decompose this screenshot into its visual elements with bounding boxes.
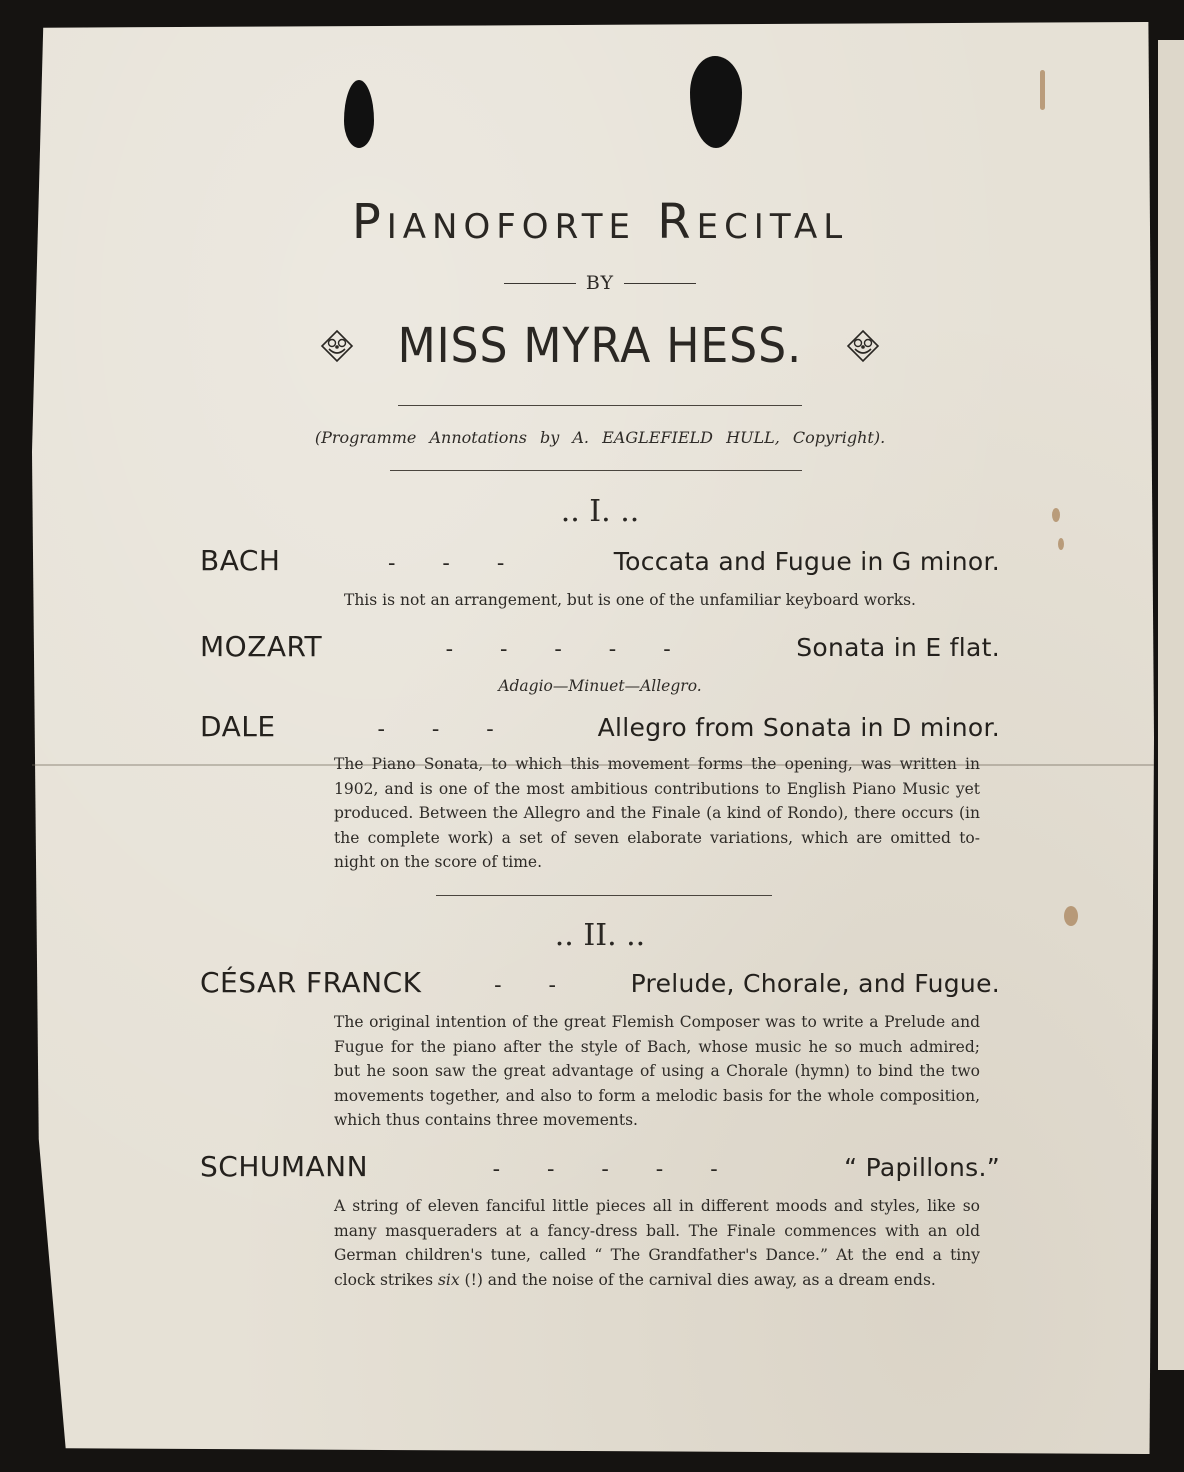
composer-name: BACH	[200, 544, 281, 577]
divider	[398, 405, 802, 406]
leader-dashes: - - -	[377, 717, 496, 742]
leader-dashes: - - - - -	[445, 637, 673, 662]
fleuron-left-icon	[320, 329, 354, 363]
programme-note: The Piano Sonata, to which this movement forms the opening, was written in 1902, and is one of the most ambitious contributions to English Piano Music yet produced. Between the Allegro and the Finale (a kind of Rondo), there occurs (in the complete work) a set of seven elaborate variations, which are omitted to-night on the score of time.	[334, 755, 980, 872]
by-rule-left	[504, 283, 576, 284]
work-title: Toccata and Fugue in G minor.	[613, 547, 1000, 576]
work-title: Prelude, Chorale, and Fugue.	[630, 969, 1000, 998]
note-text: A string of eleven fanciful little pieces all in different moods and styles, like so many masqueraders at a fancy-dress ball. The Finale commences with an old German children's tune, called “ The Grandfather's Dance.” At the end a tiny clock strikes	[334, 1197, 980, 1289]
recital-title: Pianoforte Recital	[351, 194, 849, 250]
paper-stain	[1052, 508, 1060, 522]
composer-name: DALE	[200, 710, 276, 743]
programme-note: Adagio—Minuet—Allegro.	[498, 677, 702, 695]
by-label: BY	[585, 272, 615, 294]
composer-name: CÉSAR FRANCK	[200, 966, 422, 999]
leader-dashes: - -	[494, 973, 558, 998]
annotation-credit: (Programme Annotations by A. EAGLEFIELD HULL, Copyright).	[314, 428, 886, 447]
leader-dashes: - - - - -	[492, 1157, 720, 1182]
programme-item	[200, 1150, 1000, 1183]
composer-name: SCHUMANN	[200, 1150, 369, 1183]
programme-item	[200, 544, 1000, 577]
paper-stain	[1064, 906, 1078, 926]
programme-item	[200, 710, 1000, 743]
programme-note	[334, 1194, 980, 1292]
programme-item	[200, 630, 1000, 663]
work-title: “ Papillons.”	[844, 1153, 1000, 1182]
note-text: (!) and the noise of the carnival dies away, as a dream ends.	[459, 1270, 936, 1289]
work-title: Sonata in E flat.	[796, 633, 1000, 662]
performer-line	[200, 318, 1000, 374]
adjacent-page-edge	[1158, 40, 1184, 1370]
programme-item	[200, 966, 1000, 999]
composer-name: MOZART	[200, 630, 323, 663]
leader-dashes: - - -	[388, 551, 507, 576]
part-numeral: .. II. ..	[554, 918, 646, 953]
divider	[390, 470, 802, 471]
performer-name: MISS MYRA HESS.	[397, 318, 803, 374]
programme-note: This is not an arrangement, but is one of the unfamiliar keyboard works.	[343, 591, 916, 609]
by-rule-right	[624, 283, 696, 284]
part-numeral: .. I. ..	[560, 494, 640, 529]
programme-note: The original intention of the great Flemish Composer was to write a Prelude and Fugue for the piano after the style of Bach, whose music he so much admired; but he soon saw the great advantage of using a Chorale (hymn) to bind the two movements together, and also to form a melodic basis for the whole composition, which thus contains three movements.	[334, 1013, 980, 1130]
note-emphasis: six	[437, 1270, 460, 1289]
fleuron-right-icon	[846, 329, 880, 363]
work-title: Allegro from Sonata in D minor.	[597, 713, 1000, 742]
paper-stain	[1058, 538, 1064, 550]
by-line	[200, 272, 1000, 294]
paper-stain	[1040, 70, 1045, 110]
divider	[436, 895, 772, 896]
